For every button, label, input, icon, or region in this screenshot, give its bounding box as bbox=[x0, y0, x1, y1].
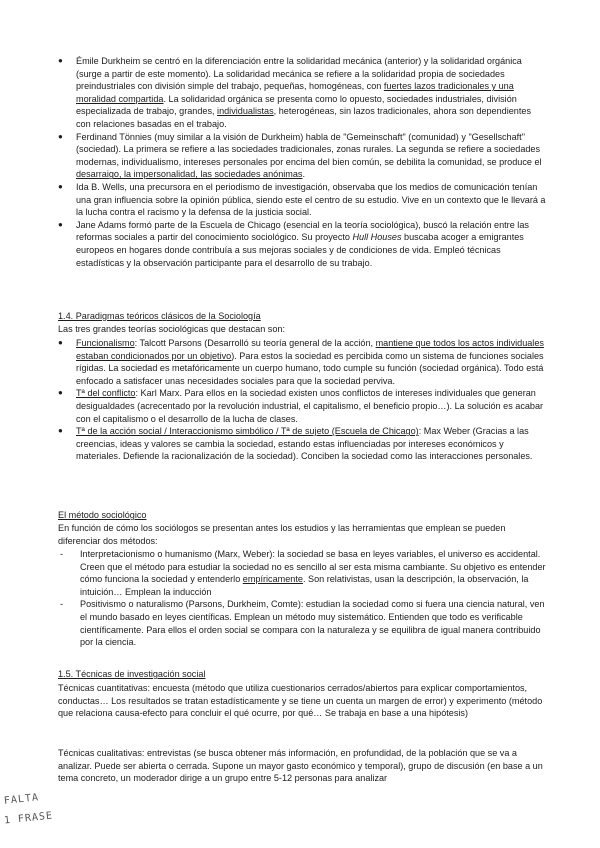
section-heading-1-4: 1.4. Paradigmas teóricos clásicos de la Sociología bbox=[58, 311, 261, 321]
list-item-addams: ● Jane Adams formó parte de la Escuela de Chicago (esencial en la teoría sociológica), buscó la relación entre las reformas sociales a partir del conocimiento sociológico. Su proyecto Hull Houses buscaba acoger a emigrantes europeos en hogares donde contribuía a sus mejoras sociales y de condiciones de vida. Empleó técnicas estadísticas y la observación participante para el desarrollo de su trabajo. bbox=[58, 219, 546, 269]
section-heading-metodo: El método sociológico bbox=[58, 510, 147, 520]
list-item-positivismo: - Positivismo o naturalismo (Parsons, Durkheim, Comte): estudian la sociedad como si fuera una ciencia natural, ven el mundo basado en leyes científicas. Emplean un método muy sistemático. Entienden que todo es verificable científicamente. Para ellos el orden social se compara con la naturaleza y se equilibra de igual manera contribuido por la ciencia. bbox=[58, 598, 546, 648]
list-item-conflicto: ● Tª del conflicto: Karl Marx. Para ellos en la sociedad existen unos conflictos de intereses individuales que generan desigualdades (acrecentado por la revolución industrial, el capitalismo, el beneficio propio…). La solución es acabar con el capitalismo o el desarrollo de la lucha de clases. bbox=[58, 387, 546, 425]
list-item-wells: ● Ida B. Wells, una precursora en el periodismo de investigación, observaba que los medios de comunicación tenían una gran influencia sobre la opinión pública, siendo este el centro de su estudio. Vive en un contexto que le llevará a la lucha contra el racismo y la defensa de la justicia social. bbox=[58, 181, 546, 219]
metodo-intro: En función de cómo los sociólogos se presentan antes los estudios y las herramientas que emplean se pueden diferenciar dos métodos: bbox=[58, 523, 506, 546]
handwritten-note-line1: FALTA bbox=[3, 792, 40, 807]
term-label: Funcionalismo bbox=[76, 338, 135, 348]
methods-list bbox=[58, 548, 546, 649]
list-item-interpretacionismo: - Interpretacionismo o humanismo (Marx, Weber): la sociedad se basa en leyes variables, el universo es accidental. Creen que el método para estudiar la sociedad no es sencillo al ser esta misma cambiante. Su objetivo es entender cómo funciona la sociedad y entenderlo empíricamente. Son relativistas, usan la descripción, la observación, la intuición… Emplean la inducción bbox=[58, 548, 546, 598]
list-item-funcionalismo: ● Funcionalismo: Talcott Parsons (Desarrolló su teoría general de la acción, mantiene que todos los actos individuales estaban condicionados por un objetivo). Para estos la sociedad es percibida como un sistema de funciones sociales rígidas. La sociedad es metafóricamente un cuerpo humano, todo cumple su función (sociedad orgánica). Todo está enfocado a satisfacer unas necesidades sociales para que la sociedad perviva. bbox=[58, 337, 546, 387]
underlined-phrase: empíricamente bbox=[242, 574, 303, 585]
term-label: Tª de la acción social / Interaccionismo simbólico / Tª de sujeto (Escuela de Chicago) bbox=[76, 426, 419, 437]
tecnicas-cualitativas: Técnicas cualitativas: entrevistas (se busca obtener más información, en profundidad, de la población que se va a analizar. Puede ser abierta o cerrada. Supone un mayor gasto económico y temporal), grupo de discusión (en base a un tema concreto, un moderador dirige a un grupo entre 5-12 personas para analizar bbox=[58, 748, 543, 784]
term-label: Tª del conflicto bbox=[76, 388, 136, 399]
section-heading-1-5: 1.5. Técnicas de investigación social bbox=[58, 669, 206, 679]
paradigms-list bbox=[58, 337, 546, 463]
underlined-phrase: individualistas bbox=[217, 106, 274, 117]
underlined-phrase: desarraigo, la impersonalidad, las sociedades anónimas bbox=[76, 169, 303, 180]
list-item-tonnies: ● Ferdinand Tönnies (muy similar a la visión de Durkheim) habla de "Gemeinschaft" (comunidad) y "Gesellschaft" (sociedad). La primera se refiere a las sociedades tradicionales, zonas rurales. La segunda se refiere a sociedades modernas, individualismo, intereses personales por encima del bien común, se debilita la comunidad, se produce el desarraigo, la impersonalidad, las sociedades anónimas. bbox=[58, 131, 546, 181]
handwritten-note-line2: 1 FRASE bbox=[3, 810, 54, 827]
underlined-phrase: fuertes lazos tradicionales y una moralidad compartida bbox=[76, 81, 514, 104]
section-intro: Las tres grandes teorías sociológicas que destacan son: bbox=[58, 324, 285, 334]
pioneers-list bbox=[58, 55, 546, 269]
italic-title: Hull Houses bbox=[352, 232, 402, 243]
list-item-durkheim: ● Émile Durkheim se centró en la diferenciación entre la solidaridad mecánica (anterior) y la solidaridad orgánica (surge a partir de este momento). La solidaridad mecánica se refiere a la solidaridad propia de sociedades preindustriales con división simple del trabajo, pequeñas, homogéneas, con fuertes lazos tradicionales y una moralidad compartida. La solidaridad orgánica se presenta como lo opuesto, sociedades industriales, división especializada de trabajo, grandes, individualistas, heterogéneas, sin lazos tradicionales, ahora son dependientes con relaciones basadas en el trabajo. bbox=[58, 55, 546, 131]
tecnicas-cuantitativas: Técnicas cuantitativas: encuesta (método que utiliza cuestionarios cerrados/abiertos para explicar comportamientos, conductas… Los resultados se tratan estadísticamente y se tiene un cuenta un margen de error) y experimento (método que relaciona causa-efecto para concluir el qué ocurre, por qué… Se trabaja en base a una hipótesis) bbox=[58, 683, 543, 719]
underlined-phrase: mantiene que todos los actos individuales estaban condicionados por un objetivo bbox=[76, 338, 544, 361]
list-item-accion-social: ● Tª de la acción social / Interaccionismo simbólico / Tª de sujeto (Escuela de Chicago): Max Weber (Gracias a las creencias, ideas y valores se cambia la sociedad, estando estas influenciadas por intereses económicos y materiales. Defiende la racionalización de la sociedad). Conciben la sociedad como las interacciones personales. bbox=[58, 425, 546, 463]
